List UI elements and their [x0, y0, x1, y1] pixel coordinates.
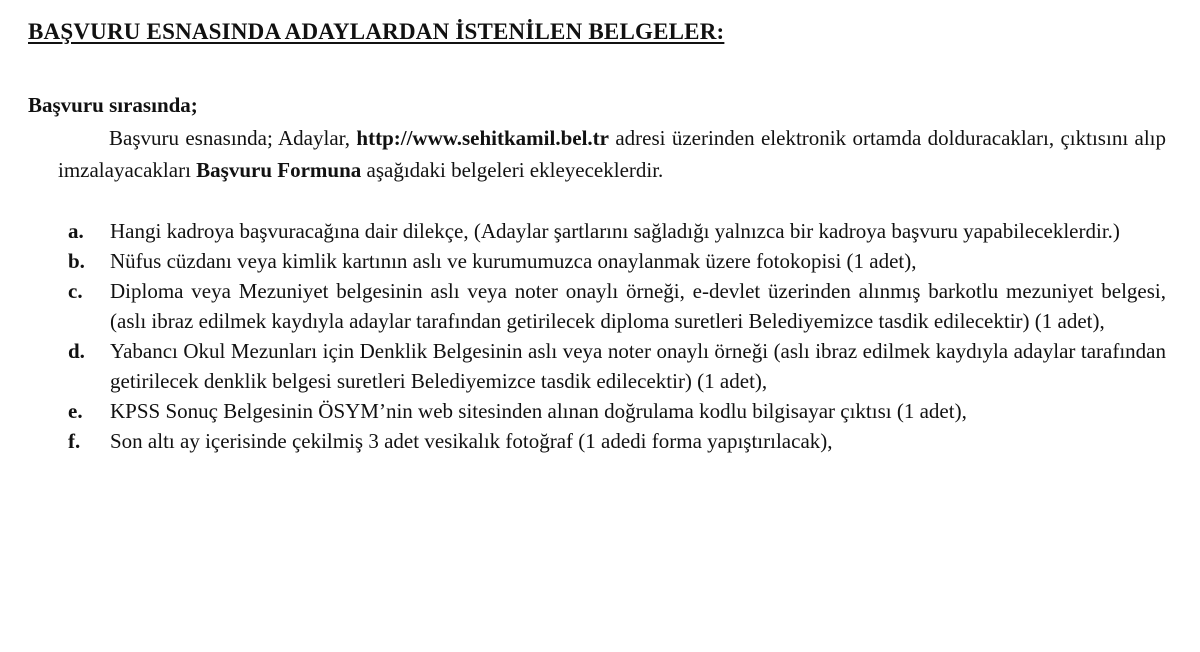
list-item-text: Diploma veya Mezuniyet belgesinin aslı veya noter onaylı örneği, e-devlet üzerinden alınmış barkotlu mezuniyet belgesi, (aslı ibraz edilmek kaydıyla adaylar tarafından getirilecek diploma suretleri Belediyemizce tasdik edilecektir) (1 adet), [110, 279, 1166, 333]
document-title: BAŞVURU ESNASINDA ADAYLARDAN İSTENİLEN BELGELER: [28, 19, 725, 44]
list-item-letter: b. [68, 249, 85, 273]
list-item-letter: a. [68, 219, 84, 243]
list-item-b [58, 246, 1166, 276]
intro-paragraph [58, 122, 1166, 186]
list-item-text: Hangi kadroya başvuracağına dair dilekçe, (Adaylar şartlarını sağladığı yalnızca bir kadroya başvuru yapabileceklerdir.) [110, 219, 1120, 243]
application-form-name: Başvuru Formuna [196, 158, 362, 182]
list-item-letter: d. [68, 339, 85, 363]
list-item-text: Yabancı Okul Mezunları için Denklik Belgesinin aslı veya noter onaylı örneği (aslı ibraz edilmek kaydıyla adaylar tarafından getirilecek denklik belgesi suretleri Belediyemizce tasdik edilecektir) (1 adet), [110, 339, 1166, 393]
list-item-f [58, 426, 1166, 456]
list-item-letter: f. [68, 429, 81, 453]
required-documents-list [58, 216, 1166, 456]
list-item-c [58, 276, 1166, 336]
section-heading: Başvuru sırasında; [28, 93, 198, 117]
list-item-text: Son altı ay içerisinde çekilmiş 3 adet vesikalık fotoğraf (1 adedi forma yapıştırılacak), [110, 429, 833, 453]
list-item-text: KPSS Sonuç Belgesinin ÖSYM’nin web sitesinden alınan doğrulama kodlu bilgisayar çıktısı (1 adet), [110, 399, 967, 423]
list-item-a [58, 216, 1166, 246]
intro-text-part3: aşağıdaki belgeleri ekleyeceklerdir. [361, 158, 664, 182]
list-item-letter: e. [68, 399, 83, 423]
list-item-letter: c. [68, 279, 83, 303]
intro-text-part1: Başvuru esnasında; Adaylar, [109, 126, 357, 150]
website-url: http://www.sehitkamil.bel.tr [356, 126, 609, 150]
list-item-text: Nüfus cüzdanı veya kimlik kartının aslı ve kurumumuzca onaylanmak üzere fotokopisi (1 adet), [110, 249, 917, 273]
intro-text-part2: adresi üzerinden elektronik ortamda dolduracakları, çıktısını alıp imzalayacakları [58, 126, 1166, 182]
list-item-e [58, 396, 1166, 426]
list-item-d [58, 336, 1166, 396]
